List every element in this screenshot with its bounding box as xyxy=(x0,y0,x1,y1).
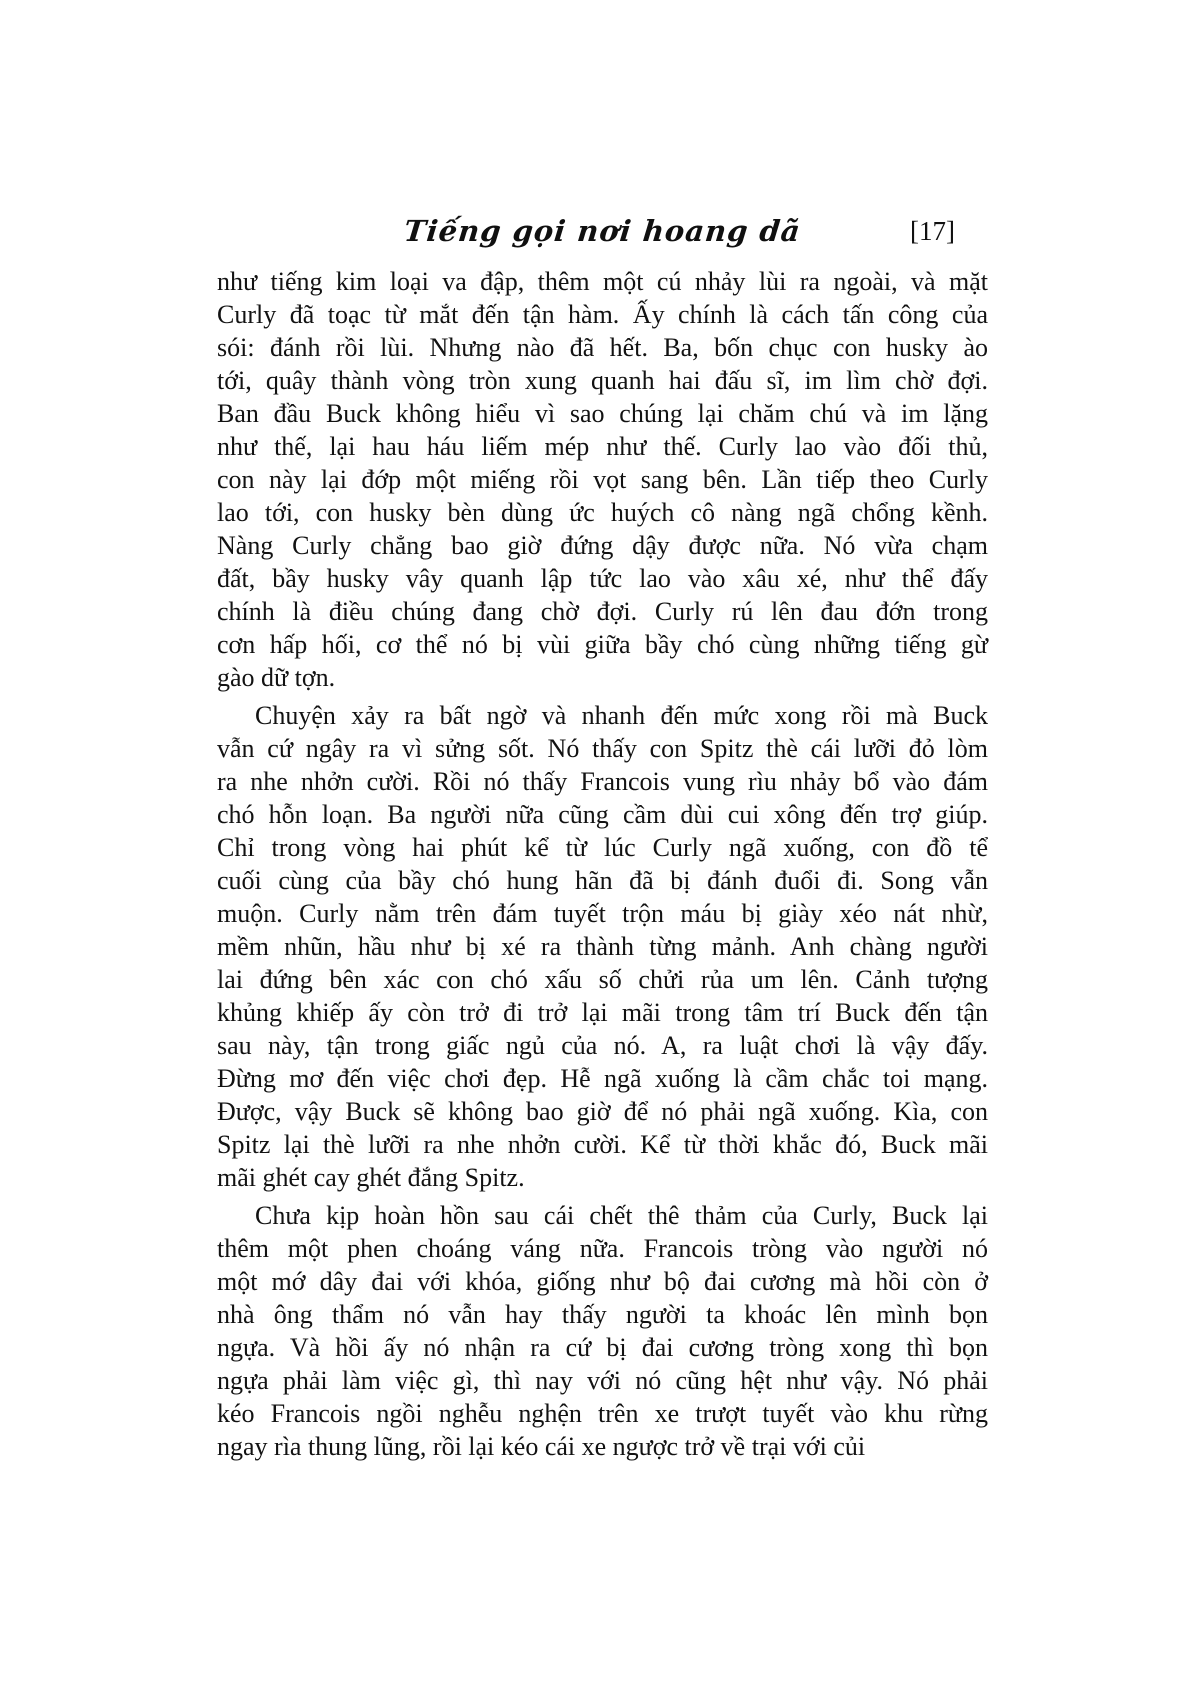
text-line: ngựa. Và hồi ấy nó nhận ra cứ bị đai cương tròng xong thì bọn xyxy=(217,1333,988,1362)
text-line: chính là điều chúng đang chờ đợi. Curly rú lên đau đớn trong xyxy=(217,597,988,626)
text-line: sau này, tận trong giấc ngủ của nó. A, ra luật chơi là vậy đấy. xyxy=(217,1031,988,1060)
text-line: con này lại đớp một miếng rồi vọt sang bên. Lần tiếp theo Curly xyxy=(217,465,988,494)
paragraph xyxy=(217,1199,988,1463)
text-line: tới, quây thành vòng tròn xung quanh hai đấu sĩ, im lìm chờ đợi. xyxy=(217,366,988,395)
page-number: [17] xyxy=(910,216,955,246)
text-line: kéo Francois ngồi nghễu nghện trên xe trượt tuyết vào khu rừng xyxy=(217,1399,988,1428)
text-line: thêm một phen choáng váng nữa. Francois tròng vào người nó xyxy=(217,1234,988,1263)
text-line: Chỉ trong vòng hai phút kể từ lúc Curly ngã xuống, con đồ tể xyxy=(217,833,988,862)
text-line: một mớ dây đai với khóa, giống như bộ đai cương mà hồi còn ở xyxy=(217,1267,988,1296)
text-line: Nàng Curly chẳng bao giờ đứng dậy được nữa. Nó vừa chạm xyxy=(217,531,988,560)
text-line: Được, vậy Buck sẽ không bao giờ để nó phải ngã xuống. Kìa, con xyxy=(217,1097,988,1126)
text-line: Chuyện xảy ra bất ngờ và nhanh đến mức xong rồi mà Buck xyxy=(255,701,988,730)
paragraph xyxy=(217,265,988,694)
text-line: Chưa kịp hoàn hồn sau cái chết thê thảm của Curly, Buck lại xyxy=(255,1201,988,1230)
text-line: như thế, lại hau háu liếm mép như thế. Curly lao vào đối thủ, xyxy=(217,432,988,461)
text-line: Spitz lại thè lưỡi ra nhe nhởn cười. Kể từ thời khắc đó, Buck mãi xyxy=(217,1130,988,1159)
text-line: Curly đã toạc từ mắt đến tận hàm. Ấy chính là cách tấn công của xyxy=(217,300,988,329)
text-line: cơn hấp hối, cơ thể nó bị vùi giữa bầy chó cùng những tiếng gừ xyxy=(217,630,988,659)
text-line: Ban đầu Buck không hiểu vì sao chúng lại chăm chú và im lặng xyxy=(217,399,988,428)
text-line: cuối cùng của bầy chó hung hãn đã bị đánh đuổi đi. Song vẫn xyxy=(217,866,988,895)
text-line: nhà ông thẩm nó vẫn hay thấy người ta khoác lên mình bọn xyxy=(217,1300,988,1329)
text-line: đất, bầy husky vây quanh lập tức lao vào xâu xé, như thể đấy xyxy=(217,564,988,593)
text-line: sói: đánh rồi lùi. Nhưng nào đã hết. Ba, bốn chục con husky ào xyxy=(217,333,988,362)
running-header xyxy=(217,214,988,254)
text-line: ngựa phải làm việc gì, thì nay với nó cũng hệt như vậy. Nó phải xyxy=(217,1366,988,1395)
text-line: muộn. Curly nằm trên đám tuyết trộn máu bị giày xéo nát nhừ, xyxy=(217,899,988,928)
text-line: vẫn cứ ngây ra vì sửng sốt. Nó thấy con Spitz thè cái lưỡi đỏ lòm xyxy=(217,734,988,763)
text-line: ra nhe nhởn cười. Rồi nó thấy Francois vung rìu nhảy bổ vào đám xyxy=(217,767,988,796)
text-line: chó hỗn loạn. Ba người nữa cũng cầm dùi cui xông đến trợ giúp. xyxy=(217,800,988,829)
text-line: như tiếng kim loại va đập, thêm một cú nhảy lùi ra ngoài, và mặt xyxy=(217,267,988,296)
text-line: mềm nhũn, hầu như bị xé ra thành từng mảnh. Anh chàng người xyxy=(217,932,988,961)
book-title-header: Tiếng gọi nơi hoang dã xyxy=(402,214,803,248)
text-line: khủng khiếp ấy còn trở đi trở lại mãi trong tâm trí Buck đến tận xyxy=(217,998,988,1027)
text-line: Đừng mơ đến việc chơi đẹp. Hễ ngã xuống là cầm chắc toi mạng. xyxy=(217,1064,988,1093)
text-line: mãi ghét cay ghét đắng Spitz. xyxy=(217,1163,525,1192)
text-line: lai đứng bên xác con chó xấu số chửi rủa um lên. Cảnh tượng xyxy=(217,965,988,994)
body-text xyxy=(217,265,988,1463)
text-line: gào dữ tợn. xyxy=(217,663,336,692)
text-line: ngay rìa thung lũng, rồi lại kéo cái xe ngược trở về trại với củi xyxy=(217,1432,866,1461)
text-line: lao tới, con husky bèn dùng ức huých cô nàng ngã chổng kềnh. xyxy=(217,498,988,527)
book-page xyxy=(217,0,988,1699)
paragraph xyxy=(217,699,988,1194)
